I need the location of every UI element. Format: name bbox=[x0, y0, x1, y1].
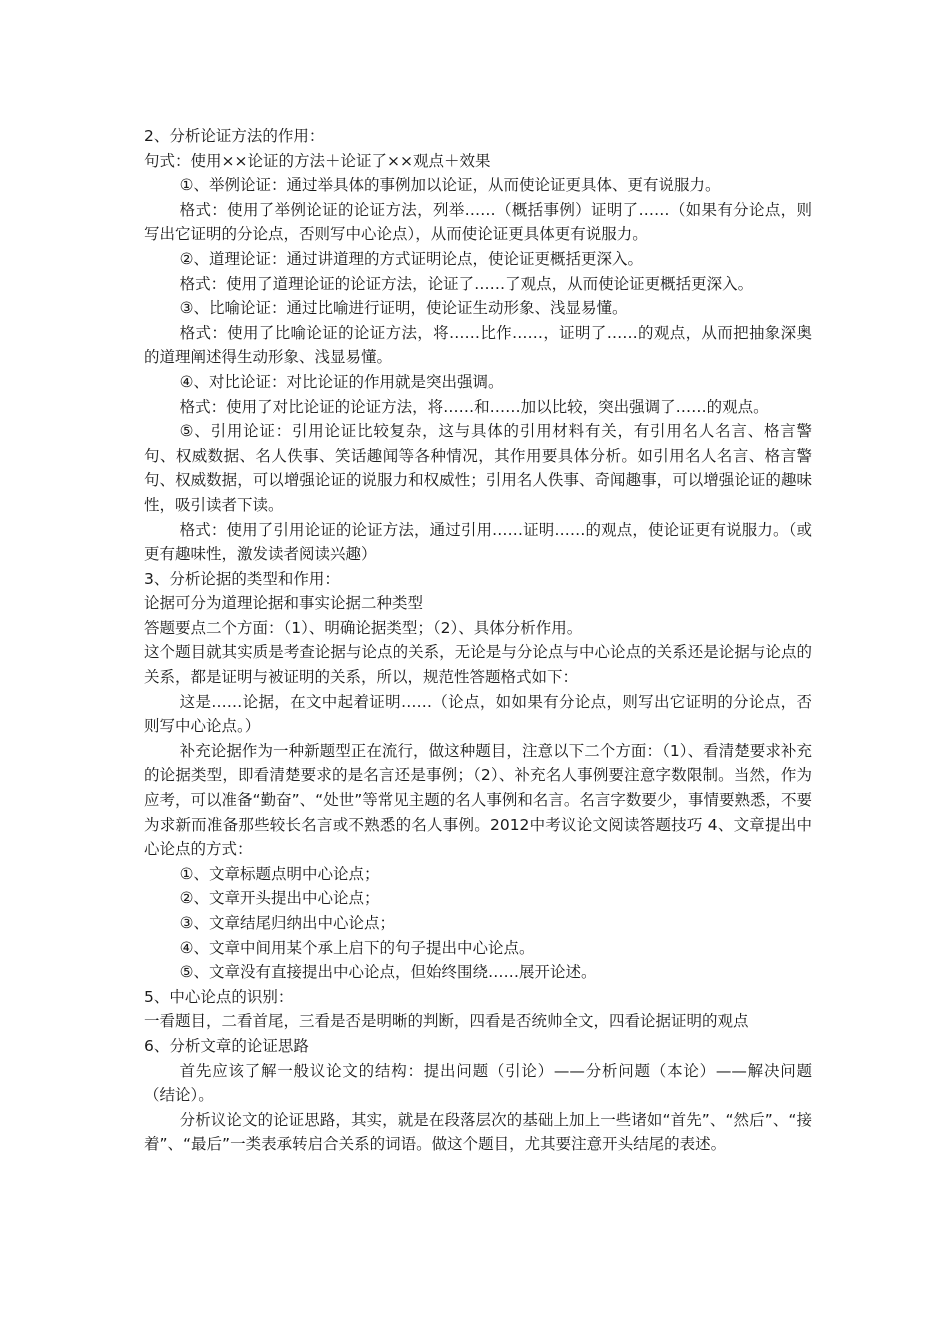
supplement-evidence: 补充论据作为一种新题型正在流行，做这种题目，注意以下二个方面：（1）、看清楚要求补充的论据类型，即看清楚要求的是名言还是事例；（2）、补充名人事例要注意字数限制。当然，作为应考，可以准备“勤奋”、“处世”等常见主题的名人事例和名言。名言字数要少，事情要熟悉，不要为求新而准备那些较长名言或不熟悉的名人事例。2012中考议论文阅读答题技巧 4、文章提出中心论点的方式： bbox=[144, 741, 812, 859]
method-quotation: ⑤、引用论证：引用论证比较复杂，这与具体的引用材料有关，有引用名人名言、格言警句、权威数据、名人佚事、笑话趣闻等各种情况，其作用要具体分析。如引用名人名言、格言警句、权威数据，可以增强论证的说服力和权威性；引用名人佚事、奇闻趣事，可以增强论证的趣味性，吸引读者下读。 bbox=[144, 422, 812, 514]
evidence-types: 论据可分为道理论据和事实论据二种类型 bbox=[144, 594, 424, 613]
format-metaphor: 格式：使用了比喻论证的论证方法，将……比作……，证明了……的观点，从而把抽象深奥的道理阐述得生动形象、浅显易懂。 bbox=[144, 323, 812, 367]
list-item: ④、文章中间用某个承上启下的句子提出中心论点。 bbox=[179, 938, 535, 957]
section-heading-5: 5、中心论点的识别： bbox=[144, 987, 294, 1006]
format-contrast: 格式：使用了对比论证的论证方法，将……和……加以比较，突出强调了……的观点。 bbox=[179, 397, 769, 416]
format-example: 格式：使用了举例论证的论证方法，列举……（概括事例）证明了……（如果有分论点，则写出它证明的分论点，否则写中心论点），从而使论证更具体更有说服力。 bbox=[144, 200, 812, 244]
evidence-format: 这是……论据，在文中起着证明……（论点，如如果有分论点，则写出它证明的分论点，否则写中心论点。） bbox=[144, 692, 812, 736]
reasoning-text: 分析议论文的论证思路，其实，就是在段落层次的基础上加上一些诸如“首先”、“然后”、“接着”、“最后”一类表承转启合关系的词语。做这个题目，尤其要注意开头结尾的表述。 bbox=[144, 1110, 812, 1154]
section-heading-6: 6、分析文章的论证思路 bbox=[144, 1036, 309, 1055]
sentence-pattern: 句式：使用××论证的方法＋论证了××观点＋效果 bbox=[144, 151, 491, 170]
method-contrast: ④、对比论证：对比论证的作用就是突出强调。 bbox=[179, 372, 504, 391]
evidence-explanation: 这个题目就其实质是考查论据与论点的关系，无论是与分论点与中心论点的关系还是论据与论点的关系，都是证明与被证明的关系，所以，规范性答题格式如下： bbox=[144, 643, 812, 687]
section-heading-3: 3、分析论据的类型和作用： bbox=[144, 569, 340, 588]
method-example: ①、举例论证：通过举具体的事例加以论证，从而使论证更具体、更有说服力。 bbox=[179, 176, 721, 195]
list-item: ③、文章结尾归纳出中心论点； bbox=[179, 914, 396, 932]
method-metaphor: ③、比喻论证：通过比喻进行证明，使论证生动形象、浅显易懂。 bbox=[179, 299, 628, 318]
structure-text: 首先应该了解一般议论文的结构：提出问题（引论）——分析问题（本论）——解决问题（结论）。 bbox=[144, 1061, 812, 1105]
answer-points: 答题要点二个方面：（1）、明确论据类型；（2）、具体分析作用。 bbox=[144, 618, 583, 637]
list-item: ②、文章开头提出中心论点； bbox=[179, 889, 380, 908]
document-page bbox=[144, 124, 812, 1157]
section-heading-2: 2、分析论证方法的作用： bbox=[144, 127, 325, 145]
format-reasoning: 格式：使用了道理论证的论证方法，论证了……了观点，从而使论证更概括更深入。 bbox=[179, 274, 754, 293]
list-item: ①、文章标题点明中心论点； bbox=[179, 864, 380, 883]
identification-text: 一看题目，二看首尾，三看是否是明晰的判断，四看是否统帅全文，四看论据证明的观点 bbox=[144, 1012, 749, 1031]
list-item: ⑤、文章没有直接提出中心论点，但始终围绕……展开论述。 bbox=[179, 963, 597, 982]
method-reasoning: ②、道理论证：通过讲道理的方式证明论点，使论证更概括更深入。 bbox=[179, 249, 644, 268]
format-quotation: 格式：使用了引用论证的论证方法，通过引用……证明……的观点，使论证更有说服力。（或更有趣味性，激发读者阅读兴趣） bbox=[144, 520, 812, 564]
